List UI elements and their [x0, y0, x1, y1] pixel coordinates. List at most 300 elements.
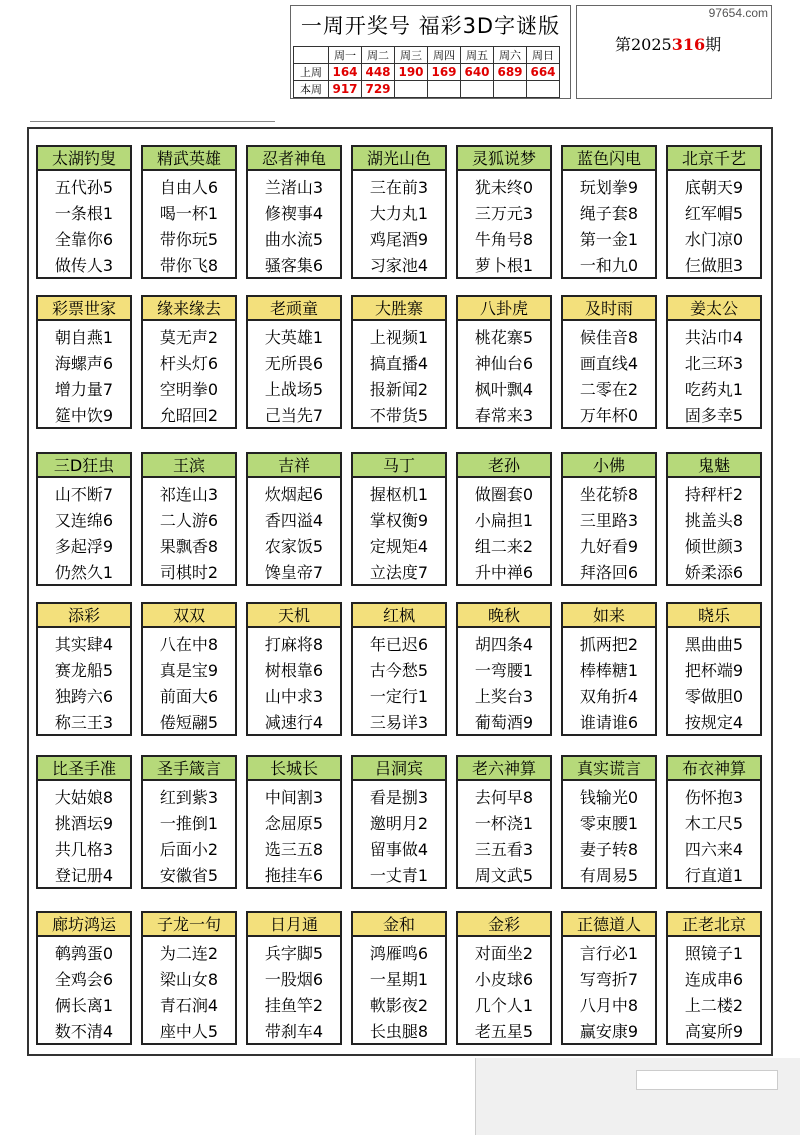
- riddle-line: 三里路3: [579, 511, 639, 530]
- riddle-card: [351, 755, 447, 889]
- riddle-line: 做传人3: [54, 256, 114, 275]
- card-lines: [458, 482, 550, 586]
- card-lines: [353, 632, 445, 736]
- riddle-line: 带你玩5: [159, 230, 219, 249]
- riddle-card: [351, 295, 447, 429]
- card-lines: [353, 325, 445, 429]
- riddle-line: 葡萄酒9: [474, 713, 534, 732]
- riddle-card: [141, 452, 237, 586]
- riddle-line: 组二来2: [474, 537, 534, 556]
- riddle-line: 独跨六6: [54, 687, 114, 706]
- riddle-line: 神仙台6: [474, 354, 534, 373]
- card-lines: [248, 941, 340, 1045]
- table-header-row: [294, 47, 560, 64]
- riddle-line: 修褉事4: [264, 204, 324, 223]
- riddle-card: [36, 755, 132, 889]
- day-header: 周五: [461, 47, 494, 64]
- card-lines: [668, 632, 760, 736]
- riddle-line: 万年杯0: [579, 406, 639, 425]
- card-lines: [458, 175, 550, 279]
- riddle-line: 三易详3: [369, 713, 429, 732]
- riddle-line: 抓两把2: [579, 635, 639, 654]
- riddle-line: 梁山女8: [159, 970, 219, 989]
- card-title: 老六神算: [458, 757, 550, 781]
- riddle-line: 二零在2: [579, 380, 639, 399]
- riddle-line: 中间割3: [264, 788, 324, 807]
- riddle-card: [246, 911, 342, 1045]
- card-title: 八卦虎: [458, 297, 550, 321]
- riddle-line: 连成串6: [684, 970, 744, 989]
- card-lines: [38, 632, 130, 736]
- draw-results-panel: [290, 5, 571, 99]
- table-row: [294, 81, 560, 98]
- divider: [30, 121, 275, 122]
- riddle-line: 筵中饮9: [54, 406, 114, 425]
- card-title: 及时雨: [563, 297, 655, 321]
- draw-number: [428, 81, 461, 98]
- riddle-line: 黑曲曲5: [684, 635, 744, 654]
- riddle-line: 果飘香8: [159, 537, 219, 556]
- card-lines: [668, 325, 760, 429]
- riddle-line: 自由人6: [159, 178, 219, 197]
- riddle-card: [456, 911, 552, 1045]
- riddle-line: 棒棒糖1: [579, 661, 639, 680]
- card-title: 子龙一句: [143, 913, 235, 937]
- card-title: 彩票世家: [38, 297, 130, 321]
- riddle-card: [666, 145, 762, 279]
- draw-number: 164: [329, 64, 362, 81]
- card-title: 王滨: [143, 454, 235, 478]
- card-title: 缘来缘去: [143, 297, 235, 321]
- card-title: 正德道人: [563, 913, 655, 937]
- riddle-card: [246, 145, 342, 279]
- riddle-line: 一星期1: [369, 970, 429, 989]
- riddle-card: [561, 295, 657, 429]
- riddle-line: 年已迟6: [369, 635, 429, 654]
- riddle-line: 全鸡会6: [54, 970, 114, 989]
- riddle-line: 一条根1: [54, 204, 114, 223]
- riddle-line: 其实肆4: [54, 635, 114, 654]
- card-lines: [353, 482, 445, 586]
- riddle-line: 己当先7: [264, 406, 324, 425]
- riddle-line: 周文武5: [474, 866, 534, 885]
- riddle-line: 鸡尾酒9: [369, 230, 429, 249]
- riddle-card: [666, 602, 762, 736]
- card-lines: [143, 325, 235, 429]
- riddle-card: [36, 452, 132, 586]
- riddle-line: 一推倒1: [159, 814, 219, 833]
- card-lines: [668, 482, 760, 586]
- card-title: 鬼魅: [668, 454, 760, 478]
- card-lines: [353, 785, 445, 889]
- card-lines: [353, 175, 445, 279]
- riddle-line: 带你飞8: [159, 256, 219, 275]
- riddle-line: 兰渚山3: [264, 178, 324, 197]
- riddle-line: 炊烟起6: [264, 485, 324, 504]
- riddle-card: [351, 602, 447, 736]
- riddle-line: 倦短翮5: [159, 713, 219, 732]
- card-title: 姜太公: [668, 297, 760, 321]
- draw-number: 917: [329, 81, 362, 98]
- card-title: 吉祥: [248, 454, 340, 478]
- riddle-line: 上战场5: [264, 380, 324, 399]
- card-lines: [143, 175, 235, 279]
- riddle-line: 做圈套0: [474, 485, 534, 504]
- riddle-card: [351, 145, 447, 279]
- riddle-line: 一和九0: [579, 256, 639, 275]
- issue-label: [615, 32, 721, 55]
- riddle-line: 搞直播4: [369, 354, 429, 373]
- card-lines: [38, 941, 130, 1045]
- riddle-line: 无所畏6: [264, 354, 324, 373]
- riddle-line: 为二连2: [159, 944, 219, 963]
- riddle-line: 真是宝9: [159, 661, 219, 680]
- riddle-line: 去何早8: [474, 788, 534, 807]
- riddle-line: 带刹车4: [264, 1022, 324, 1041]
- card-lines: [143, 941, 235, 1045]
- riddle-line: 莫无声2: [159, 328, 219, 347]
- riddle-line: 四六来4: [684, 840, 744, 859]
- issue-panel: [576, 5, 772, 99]
- riddle-line: 杆头灯6: [159, 354, 219, 373]
- card-title: 湖光山色: [353, 147, 445, 171]
- card-lines: [458, 941, 550, 1045]
- riddle-line: 高宴所9: [684, 1022, 744, 1041]
- riddle-card: [36, 295, 132, 429]
- card-title: 蓝色闪电: [563, 147, 655, 171]
- riddle-line: 念屈原5: [264, 814, 324, 833]
- day-header: 周三: [395, 47, 428, 64]
- riddle-line: 立法度7: [369, 563, 429, 582]
- riddle-line: 枫叶飘4: [474, 380, 534, 399]
- riddle-line: 山中求3: [264, 687, 324, 706]
- card-title: 圣手箴言: [143, 757, 235, 781]
- riddle-line: 候佳音8: [579, 328, 639, 347]
- card-lines: [248, 325, 340, 429]
- riddle-line: 上二楼2: [684, 996, 744, 1015]
- riddle-line: 二人游6: [159, 511, 219, 530]
- card-lines: [248, 785, 340, 889]
- riddle-line: 五代孙5: [54, 178, 114, 197]
- card-title: 红枫: [353, 604, 445, 628]
- card-title: 布衣神算: [668, 757, 760, 781]
- riddle-grid: [27, 127, 773, 1056]
- riddle-line: 前面大6: [159, 687, 219, 706]
- riddle-line: 胡四条4: [474, 635, 534, 654]
- card-lines: [668, 785, 760, 889]
- riddle-card: [666, 755, 762, 889]
- riddle-line: 掌权衡9: [369, 511, 429, 530]
- riddle-line: 一弯腰1: [474, 661, 534, 680]
- riddle-line: 谁请谁6: [579, 713, 639, 732]
- riddle-line: 按规定4: [684, 713, 744, 732]
- riddle-card: [246, 452, 342, 586]
- card-title: 吕洞宾: [353, 757, 445, 781]
- card-lines: [563, 785, 655, 889]
- card-title: 大胜寨: [353, 297, 445, 321]
- draw-number: 689: [494, 64, 527, 81]
- riddle-line: 定规矩4: [369, 537, 429, 556]
- riddle-line: 一丈青1: [369, 866, 429, 885]
- riddle-line: 伤怀抱3: [684, 788, 744, 807]
- card-lines: [458, 325, 550, 429]
- riddle-line: 一股烟6: [264, 970, 324, 989]
- riddle-line: 邀明月2: [369, 814, 429, 833]
- riddle-line: 双角折4: [579, 687, 639, 706]
- riddle-card: [36, 911, 132, 1045]
- riddle-line: 行直道1: [684, 866, 744, 885]
- card-title: 北京千艺: [668, 147, 760, 171]
- riddle-line: 挑盖头8: [684, 511, 744, 530]
- card-title: 三D狂虫: [38, 454, 130, 478]
- riddle-line: 北三环3: [684, 354, 744, 373]
- riddle-line: 吃药丸1: [684, 380, 744, 399]
- riddle-line: 几个人1: [474, 996, 534, 1015]
- card-title: 老孙: [458, 454, 550, 478]
- table-row: [294, 64, 560, 81]
- riddle-line: 俩长离1: [54, 996, 114, 1015]
- draw-number: [395, 81, 428, 98]
- riddle-line: 农家饭5: [264, 537, 324, 556]
- riddle-line: 九好看9: [579, 537, 639, 556]
- riddle-card: [666, 452, 762, 586]
- card-title: 忍者神龟: [248, 147, 340, 171]
- riddle-line: 八在中8: [159, 635, 219, 654]
- riddle-line: 增力量7: [54, 380, 114, 399]
- riddle-line: 鹌鹑蛋0: [54, 944, 114, 963]
- card-lines: [248, 175, 340, 279]
- riddle-line: 倾世颜3: [684, 537, 744, 556]
- riddle-line: 画直线4: [579, 354, 639, 373]
- issue-suffix: 期: [705, 35, 722, 54]
- riddle-line: 八月中8: [579, 996, 639, 1015]
- card-lines: [458, 632, 550, 736]
- riddle-line: 零束腰1: [579, 814, 639, 833]
- card-title: 精武英雄: [143, 147, 235, 171]
- card-title: 真实谎言: [563, 757, 655, 781]
- riddle-line: 三在前3: [369, 178, 429, 197]
- card-lines: [668, 175, 760, 279]
- site-watermark: 97654.com: [708, 6, 768, 20]
- riddle-card: [456, 452, 552, 586]
- riddle-line: 选三五8: [264, 840, 324, 859]
- riddle-line: 报新闻2: [369, 380, 429, 399]
- riddle-line: 鸿雁鸣6: [369, 944, 429, 963]
- card-lines: [563, 941, 655, 1045]
- riddle-card: [246, 295, 342, 429]
- riddle-line: 升中禅6: [474, 563, 534, 582]
- riddle-line: 山不断7: [54, 485, 114, 504]
- riddle-line: 照镜子1: [684, 944, 744, 963]
- card-title: 晓乐: [668, 604, 760, 628]
- draw-number: 664: [527, 64, 560, 81]
- draw-number: [494, 81, 527, 98]
- riddle-line: 犹未终0: [474, 178, 534, 197]
- card-lines: [353, 941, 445, 1045]
- draw-number: 448: [362, 64, 395, 81]
- riddle-line: 把杯端9: [684, 661, 744, 680]
- riddle-line: 坐花轿8: [579, 485, 639, 504]
- riddle-line: 朝自燕1: [54, 328, 114, 347]
- draw-number: 190: [395, 64, 428, 81]
- weekly-results-table: [293, 46, 560, 98]
- day-header: 周四: [428, 47, 461, 64]
- card-title: 灵狐说梦: [458, 147, 550, 171]
- riddle-line: 大英雄1: [264, 328, 324, 347]
- riddle-line: 言行必1: [579, 944, 639, 963]
- riddle-line: 允昭回2: [159, 406, 219, 425]
- riddle-line: 萝卜根1: [474, 256, 534, 275]
- card-lines: [38, 325, 130, 429]
- riddle-line: 三万元3: [474, 204, 534, 223]
- riddle-line: 三五看3: [474, 840, 534, 859]
- riddle-line: 妻子转8: [579, 840, 639, 859]
- riddle-card: [561, 145, 657, 279]
- riddle-line: 座中人5: [159, 1022, 219, 1041]
- draw-number: 640: [461, 64, 494, 81]
- issue-number: 316: [671, 35, 706, 54]
- card-title: 金和: [353, 913, 445, 937]
- riddle-line: 对面坐2: [474, 944, 534, 963]
- riddle-line: 底朝天9: [684, 178, 744, 197]
- riddle-line: 全靠你6: [54, 230, 114, 249]
- riddle-line: 仨做胆3: [684, 256, 744, 275]
- draw-number: [527, 81, 560, 98]
- card-lines: [458, 785, 550, 889]
- riddle-line: 古今愁5: [369, 661, 429, 680]
- riddle-card: [561, 911, 657, 1045]
- riddle-line: 共几格3: [54, 840, 114, 859]
- riddle-card: [666, 911, 762, 1045]
- riddle-line: 写弯折7: [579, 970, 639, 989]
- riddle-card: [141, 145, 237, 279]
- riddle-card: [561, 452, 657, 586]
- card-lines: [668, 941, 760, 1045]
- riddle-line: 持秤杆2: [684, 485, 744, 504]
- riddle-line: 长虫腿8: [369, 1022, 429, 1041]
- riddle-line: 握枢机1: [369, 485, 429, 504]
- card-lines: [248, 632, 340, 736]
- riddle-card: [456, 602, 552, 736]
- card-title: 廊坊鸿运: [38, 913, 130, 937]
- row-label: 上周: [294, 64, 329, 81]
- riddle-line: 钱输光0: [579, 788, 639, 807]
- riddle-line: 上视频1: [369, 328, 429, 347]
- riddle-line: 多起浮9: [54, 537, 114, 556]
- card-title: 正老北京: [668, 913, 760, 937]
- card-title: 老顽童: [248, 297, 340, 321]
- card-title: 太湖钓叟: [38, 147, 130, 171]
- riddle-line: 登记册4: [54, 866, 114, 885]
- riddle-card: [351, 452, 447, 586]
- riddle-line: 安徽省5: [159, 866, 219, 885]
- riddle-line: 木工尺5: [684, 814, 744, 833]
- riddle-line: 骚客集6: [264, 256, 324, 275]
- riddle-card: [456, 295, 552, 429]
- riddle-line: 春常来3: [474, 406, 534, 425]
- riddle-line: 娇柔添6: [684, 563, 744, 582]
- card-lines: [563, 325, 655, 429]
- riddle-line: 称三王3: [54, 713, 114, 732]
- footer-area: [475, 1058, 800, 1135]
- card-lines: [563, 175, 655, 279]
- riddle-line: 仍然久1: [54, 563, 114, 582]
- day-header: 周六: [494, 47, 527, 64]
- riddle-line: 水门凉0: [684, 230, 744, 249]
- riddle-card: [141, 295, 237, 429]
- riddle-line: 留事做4: [369, 840, 429, 859]
- riddle-line: 香四溢4: [264, 511, 324, 530]
- riddle-line: 桃花寨5: [474, 328, 534, 347]
- riddle-line: 红军帽5: [684, 204, 744, 223]
- draw-number: [461, 81, 494, 98]
- card-title: 小佛: [563, 454, 655, 478]
- riddle-line: 小扁担1: [474, 511, 534, 530]
- riddle-line: 不带货5: [369, 406, 429, 425]
- riddle-card: [246, 755, 342, 889]
- card-lines: [38, 785, 130, 889]
- footer-box: [636, 1070, 778, 1090]
- draw-number: 729: [362, 81, 395, 98]
- card-title: 添彩: [38, 604, 130, 628]
- riddle-card: [456, 755, 552, 889]
- riddle-line: 一杯浇1: [474, 814, 534, 833]
- issue-prefix: 第2025: [615, 35, 672, 54]
- card-title: 金彩: [458, 913, 550, 937]
- riddle-line: 拜洛回6: [579, 563, 639, 582]
- riddle-line: 打麻将8: [264, 635, 324, 654]
- riddle-line: 零做胆0: [684, 687, 744, 706]
- riddle-card: [666, 295, 762, 429]
- riddle-line: 习家池4: [369, 256, 429, 275]
- riddle-line: 挂鱼竿2: [264, 996, 324, 1015]
- riddle-line: 海螺声6: [54, 354, 114, 373]
- riddle-line: 赢安康9: [579, 1022, 639, 1041]
- riddle-line: 小皮球6: [474, 970, 534, 989]
- riddle-line: 兵字脚5: [264, 944, 324, 963]
- riddle-card: [141, 755, 237, 889]
- panel-title: 一周开奖号 福彩3D字谜版: [300, 14, 561, 38]
- riddle-line: 大力丸1: [369, 204, 429, 223]
- riddle-card: [561, 602, 657, 736]
- riddle-line: 减速行4: [264, 713, 324, 732]
- card-title: 马丁: [353, 454, 445, 478]
- riddle-line: 有周易5: [579, 866, 639, 885]
- riddle-line: 固多幸5: [684, 406, 744, 425]
- card-lines: [38, 175, 130, 279]
- riddle-line: 青石涧4: [159, 996, 219, 1015]
- riddle-card: [351, 911, 447, 1045]
- riddle-card: [246, 602, 342, 736]
- day-header: 周日: [527, 47, 560, 64]
- riddle-line: 司棋时2: [159, 563, 219, 582]
- card-title: 日月通: [248, 913, 340, 937]
- riddle-line: 又连绵6: [54, 511, 114, 530]
- riddle-line: 軟影夜2: [369, 996, 429, 1015]
- riddle-line: 赛龙船5: [54, 661, 114, 680]
- riddle-line: 空明拳0: [159, 380, 219, 399]
- riddle-line: 后面小2: [159, 840, 219, 859]
- riddle-line: 树根靠6: [264, 661, 324, 680]
- riddle-line: 大姑娘8: [54, 788, 114, 807]
- card-title: 天机: [248, 604, 340, 628]
- day-header: 周二: [362, 47, 395, 64]
- riddle-line: 看是捌3: [369, 788, 429, 807]
- card-lines: [563, 632, 655, 736]
- riddle-line: 玩划拳9: [579, 178, 639, 197]
- riddle-line: 拖挂车6: [264, 866, 324, 885]
- riddle-line: 牛角号8: [474, 230, 534, 249]
